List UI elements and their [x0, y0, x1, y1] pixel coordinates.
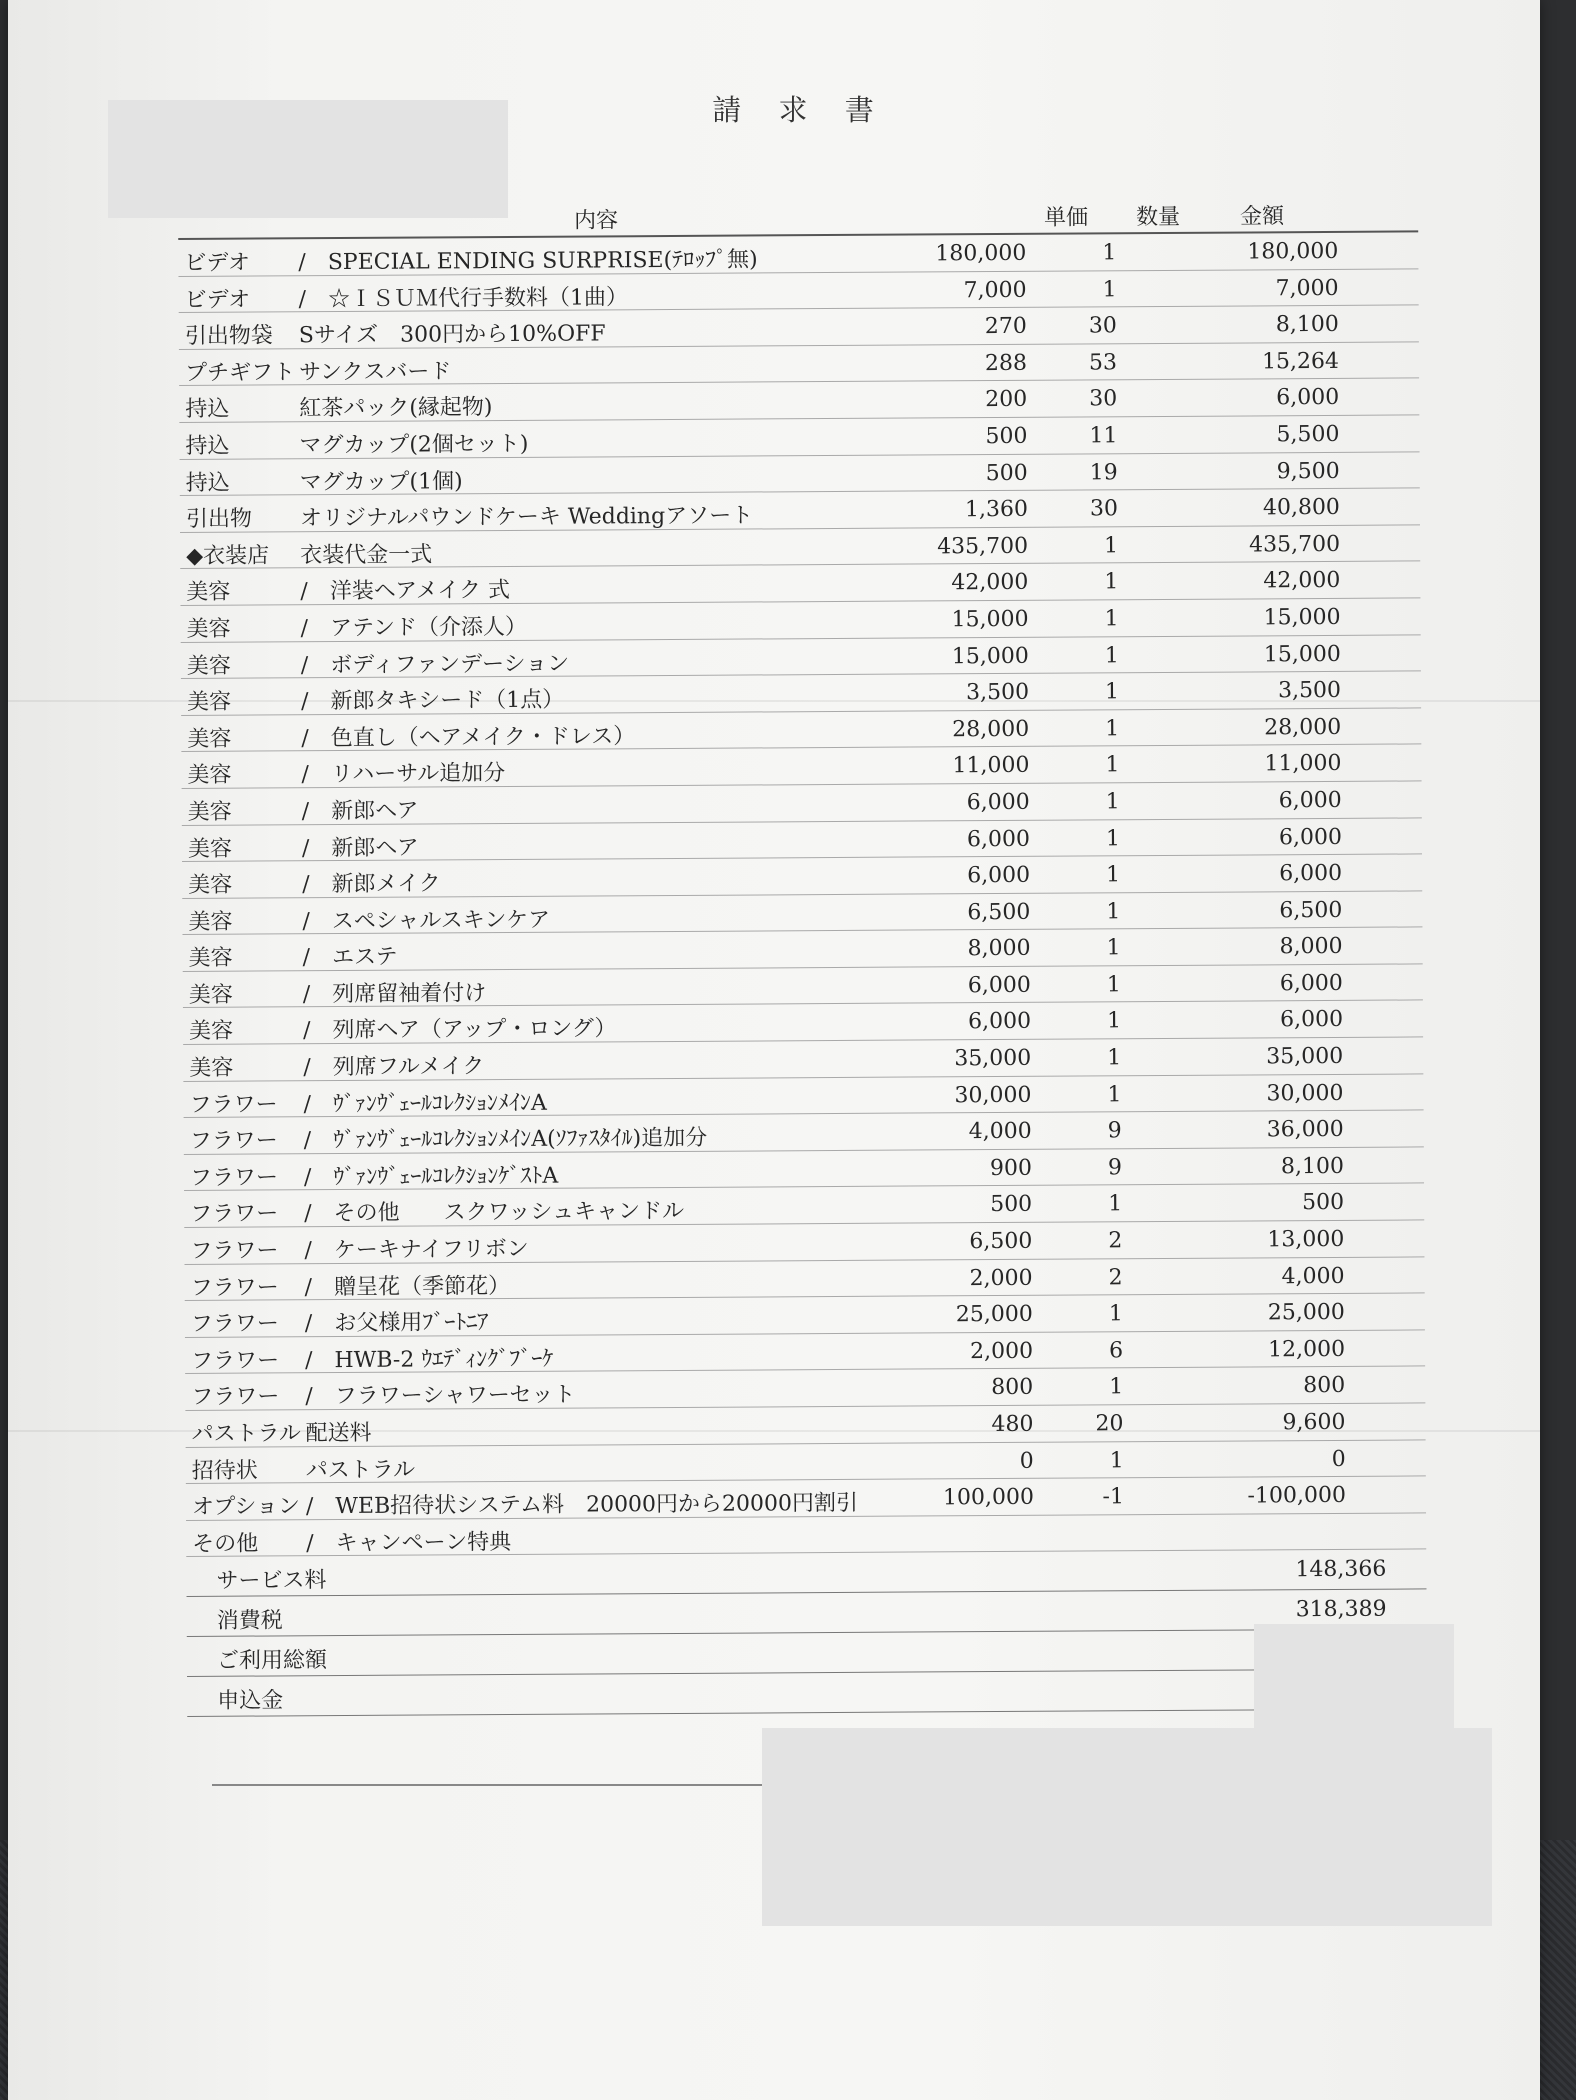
item-description: / 贈呈花（季節花） [304, 1273, 511, 1300]
item-category: フラワー [191, 1384, 280, 1411]
item-unit-price: 500 [985, 423, 1028, 450]
item-amount: 6,000 [1279, 860, 1343, 887]
item-unit-price: 6,000 [966, 826, 1030, 852]
item-amount: 6,000 [1279, 1007, 1344, 1033]
item-category: フラワー [190, 1311, 279, 1338]
item-description: パストラル [305, 1457, 416, 1483]
item-description: Sサイズ 300円から10%OFF [298, 321, 606, 349]
item-description: / ｳﾞｧﾝｳﾞｪｰﾙｺﾚｸｼｮﾝﾒｲﾝA(ｿﾌｧｽﾀｲﾙ)追加分 [303, 1126, 708, 1154]
invoice-table [178, 192, 1427, 1717]
item-quantity: -1 [1102, 1484, 1125, 1510]
item-category: 美容 [188, 945, 233, 972]
item-quantity: 1 [1107, 1081, 1122, 1107]
item-unit-price: 6,000 [967, 972, 1031, 999]
item-quantity: 1 [1105, 752, 1120, 778]
item-category: フラワー [189, 1092, 278, 1118]
item-quantity: 1 [1104, 569, 1119, 595]
item-unit-price: 15,000 [951, 606, 1029, 633]
item-category: 持込 [185, 433, 230, 459]
item-quantity: 1 [1105, 789, 1120, 815]
item-category: フラワー [189, 1165, 279, 1191]
item-unit-price: 6,500 [967, 899, 1031, 925]
item-unit-price: 6,500 [969, 1228, 1033, 1255]
item-description: 衣装代金一式 [300, 542, 433, 569]
item-description: / フラワーシャワーセット [305, 1383, 576, 1410]
item-amount: 6,000 [1278, 787, 1342, 814]
item-category: 美容 [186, 653, 231, 679]
item-unit-price: 500 [985, 460, 1028, 486]
item-amount: 8,100 [1275, 312, 1339, 338]
header-price: 単価 [1044, 205, 1089, 231]
header-desc: 内容 [574, 208, 619, 234]
item-quantity: 1 [1104, 606, 1119, 632]
item-amount: 9,500 [1276, 458, 1340, 484]
item-description: / ☆ＩＳＵＭ代行手数料（1曲） [298, 284, 629, 312]
item-description: / ボディファンデーション [300, 651, 570, 678]
item-description: / 列席フルメイク [303, 1054, 485, 1081]
summary-label: ご利用総額 [216, 1648, 328, 1675]
item-quantity: 6 [1108, 1338, 1124, 1364]
item-category: プチギフト [184, 360, 296, 386]
item-amount: 25,000 [1267, 1300, 1345, 1326]
item-description: / WEB招待状システム料 20000円から20000円割引 [305, 1491, 859, 1520]
item-amount: 13,000 [1267, 1226, 1345, 1253]
line-items [178, 232, 1426, 1557]
item-category: 美容 [189, 1055, 234, 1082]
item-quantity: 2 [1108, 1264, 1123, 1290]
item-category: ビデオ [184, 287, 251, 313]
item-quantity: 1 [1109, 1374, 1124, 1400]
item-amount: 42,000 [1263, 568, 1341, 594]
item-category: 美容 [189, 1019, 234, 1045]
item-amount: 3,500 [1277, 678, 1342, 704]
item-unit-price: 200 [985, 387, 1028, 413]
item-description: / アテンド（介添人） [300, 614, 528, 642]
item-description: / その他 スクワッシュキャンドル [304, 1199, 685, 1227]
item-amount: 500 [1302, 1190, 1345, 1216]
item-description: / 列席留袖着付け [302, 981, 487, 1008]
item-quantity: 1 [1104, 533, 1119, 559]
item-amount: 15,000 [1263, 641, 1341, 667]
item-quantity: 30 [1089, 386, 1118, 412]
item-description: / 列席ヘア（アップ・ロング） [303, 1016, 617, 1044]
item-amount: 28,000 [1264, 714, 1342, 741]
item-category: 美容 [188, 982, 233, 1008]
item-description: 配送料 [305, 1420, 372, 1447]
item-quantity: 53 [1088, 350, 1118, 376]
item-description: / スペシャルスキンケア [302, 907, 551, 934]
summary-label: サービス料 [216, 1568, 327, 1595]
item-category: 招待状 [191, 1458, 258, 1484]
item-quantity: 19 [1089, 459, 1118, 485]
item-amount: 6,000 [1276, 385, 1340, 411]
bottom-rule [212, 1784, 772, 1786]
item-quantity: 1 [1102, 276, 1117, 302]
item-quantity: 1 [1106, 1008, 1122, 1034]
item-quantity: 1 [1105, 715, 1120, 742]
item-unit-price: 25,000 [955, 1302, 1033, 1328]
item-description: / 新郎ヘア [301, 835, 419, 861]
item-description: マグカップ(1個) [299, 468, 463, 495]
item-amount: 30,000 [1266, 1080, 1344, 1107]
item-amount: 7,000 [1275, 275, 1339, 301]
item-unit-price: 8,000 [967, 936, 1031, 962]
item-unit-price: 900 [989, 1155, 1033, 1181]
item-quantity: 1 [1108, 1191, 1123, 1217]
item-description: マグカップ(2個セット) [299, 431, 529, 459]
item-amount: 6,500 [1279, 897, 1343, 923]
item-category: フラワー [190, 1201, 279, 1228]
item-unit-price: 2,000 [969, 1338, 1034, 1364]
item-unit-price: 42,000 [951, 570, 1029, 596]
item-category: 美容 [186, 616, 231, 642]
item-unit-price: 1,360 [964, 496, 1028, 523]
item-amount: 6,000 [1279, 970, 1343, 997]
item-quantity: 20 [1095, 1411, 1124, 1437]
item-description: サンクスバード [298, 359, 452, 386]
item-quantity: 1 [1102, 240, 1117, 266]
item-unit-price: 800 [991, 1375, 1034, 1401]
item-category: 持込 [185, 470, 230, 496]
item-amount: 435,700 [1249, 531, 1341, 558]
item-category: パストラル [191, 1421, 301, 1447]
item-category: オプション [191, 1494, 301, 1521]
item-category: 美容 [186, 580, 231, 606]
summary-block [186, 1550, 1427, 1718]
item-amount: 6,000 [1278, 824, 1342, 850]
item-category: 美容 [187, 762, 232, 789]
item-category: フラワー [190, 1238, 279, 1264]
item-description: / リハーサル追加分 [301, 761, 506, 788]
item-unit-price: 480 [991, 1411, 1034, 1438]
item-quantity: 1 [1106, 935, 1121, 961]
document-title: 請 求 書 [712, 93, 888, 127]
item-category: 引出物袋 [184, 323, 273, 350]
item-category: 美容 [188, 872, 233, 899]
item-amount: 4,000 [1281, 1263, 1345, 1289]
item-unit-price: 0 [1019, 1448, 1034, 1474]
item-quantity: 1 [1106, 898, 1121, 925]
item-quantity: 30 [1089, 496, 1118, 522]
item-amount: 180,000 [1247, 238, 1339, 265]
item-unit-price: 7,000 [963, 277, 1027, 303]
item-unit-price: 180,000 [935, 240, 1027, 267]
item-description: / キャンペーン特典 [306, 1529, 512, 1557]
item-unit-price: 6,000 [967, 862, 1031, 889]
item-category: 美容 [186, 689, 232, 716]
item-amount: 8,000 [1279, 934, 1343, 960]
item-amount: 800 [1303, 1373, 1346, 1399]
item-category: ◆衣装店 [186, 543, 270, 569]
item-description: オリジナルパウンドケーキ Weddingアソート [299, 503, 754, 532]
item-amount: 40,800 [1262, 495, 1340, 521]
summary-label: 申込金 [217, 1688, 284, 1715]
item-amount: -100,000 [1247, 1483, 1347, 1509]
item-unit-price: 288 [984, 350, 1028, 376]
item-unit-price: 270 [984, 314, 1027, 340]
item-description: / SPECIAL ENDING SURPRISE(ﾃﾛｯﾌﾟ無) [298, 247, 758, 276]
item-amount: 5,500 [1276, 421, 1340, 448]
item-category: 美容 [188, 909, 233, 935]
item-description: / HWB-2 ｳｴﾃﾞｨﾝｸﾞﾌﾞｰｹ [305, 1346, 554, 1374]
item-description: / お父様用ﾌﾞｰﾄﾆｱ [304, 1310, 489, 1337]
item-quantity: 9 [1107, 1155, 1123, 1181]
item-amount: 11,000 [1264, 751, 1342, 777]
item-description: / 新郎ヘア [301, 798, 419, 825]
item-category: 美容 [187, 726, 232, 752]
item-category: その他 [192, 1531, 259, 1557]
item-description: / ｳﾞｧﾝｳﾞｪｰﾙｺﾚｸｼｮﾝﾒｲﾝA [303, 1090, 547, 1117]
item-quantity: 1 [1104, 642, 1119, 668]
item-quantity: 1 [1109, 1447, 1124, 1473]
item-amount: 12,000 [1267, 1336, 1346, 1363]
item-unit-price: 100,000 [942, 1484, 1035, 1511]
item-quantity: 1 [1108, 1301, 1123, 1327]
summary-row [187, 1670, 1427, 1718]
item-quantity: 1 [1104, 679, 1120, 705]
item-category: 美容 [187, 836, 233, 862]
item-category: 美容 [187, 799, 232, 825]
item-category: 引出物 [185, 506, 253, 533]
item-quantity: 2 [1108, 1228, 1123, 1254]
item-unit-price: 4,000 [968, 1119, 1032, 1145]
item-quantity: 1 [1106, 862, 1121, 888]
item-quantity: 11 [1089, 423, 1118, 449]
item-unit-price: 6,000 [966, 789, 1030, 816]
item-description: / 新郎タキシード（1点） [300, 687, 565, 715]
item-quantity: 30 [1088, 313, 1117, 339]
item-unit-price: 11,000 [952, 753, 1030, 779]
redacted-stamp [1254, 1624, 1454, 1728]
header-amount: 金額 [1240, 204, 1285, 230]
redacted-footer [762, 1728, 1492, 1926]
item-category: フラワー [191, 1348, 280, 1374]
summary-amount: 318,389 [1295, 1597, 1387, 1623]
item-amount: 15,000 [1263, 604, 1341, 631]
summary-label: 消費税 [216, 1608, 283, 1635]
item-unit-price: 30,000 [954, 1082, 1032, 1108]
item-amount: 9,600 [1282, 1409, 1346, 1436]
item-unit-price: 500 [990, 1192, 1033, 1218]
item-description: / ケーキナイフリボン [304, 1236, 529, 1264]
item-amount: 0 [1331, 1446, 1346, 1472]
item-amount: 15,264 [1261, 348, 1340, 375]
item-amount: 35,000 [1266, 1043, 1344, 1070]
item-description: / 色直し（ヘアメイク・ドレス） [301, 723, 636, 751]
item-unit-price: 435,700 [937, 533, 1029, 560]
item-description: / 洋装ヘアメイク 式 [300, 578, 511, 605]
item-category: フラワー [190, 1275, 279, 1301]
item-unit-price: 28,000 [952, 716, 1030, 742]
item-unit-price: 35,000 [954, 1045, 1032, 1072]
item-category: 持込 [185, 397, 230, 423]
item-amount: 8,100 [1280, 1153, 1345, 1180]
item-unit-price: 6,000 [967, 1009, 1032, 1035]
item-amount: 36,000 [1266, 1117, 1344, 1143]
item-unit-price: 3,500 [965, 679, 1030, 706]
item-description: 紅茶パック(縁起物) [299, 395, 493, 422]
item-unit-price: 2,000 [969, 1265, 1033, 1291]
item-description: / ｳﾞｧﾝｳﾞｪｰﾙｺﾚｸｼｮﾝｹﾞｽﾄA [303, 1163, 559, 1191]
item-description: / エステ [302, 944, 398, 971]
item-description: / 新郎メイク [302, 871, 441, 898]
item-quantity: 1 [1107, 1045, 1122, 1071]
header-qty: 数量 [1136, 204, 1181, 231]
summary-amount: 148,366 [1295, 1557, 1387, 1583]
item-category: フラワー [189, 1128, 278, 1155]
item-quantity: 9 [1107, 1118, 1122, 1144]
item-quantity: 1 [1105, 825, 1120, 851]
item-quantity: 1 [1106, 972, 1121, 998]
item-unit-price: 15,000 [951, 643, 1029, 669]
item-category: ビデオ [184, 250, 251, 276]
